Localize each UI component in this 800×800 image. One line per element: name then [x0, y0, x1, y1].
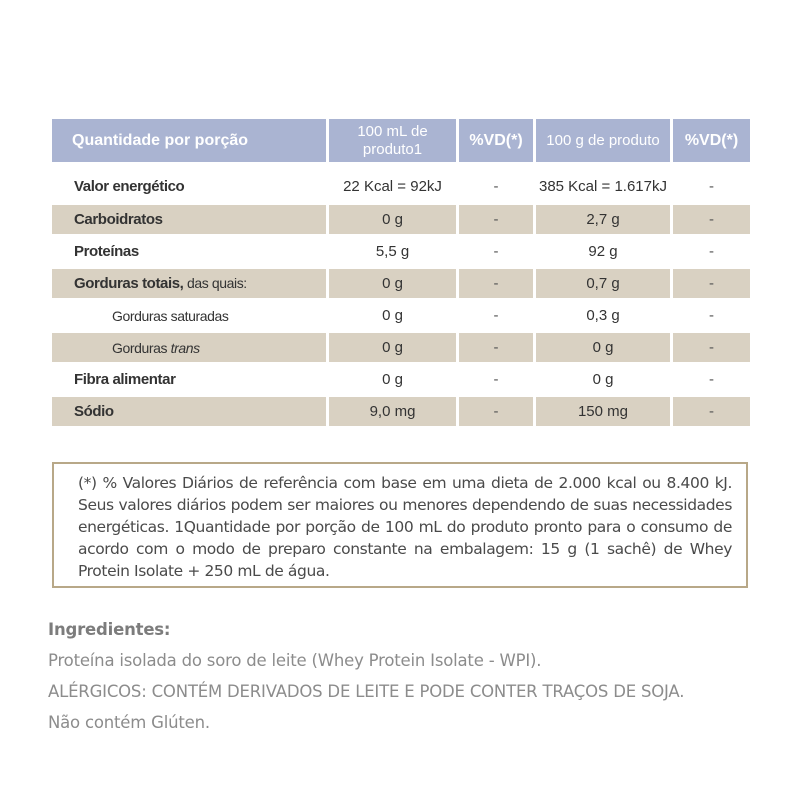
row-label-fiber: Fibra alimentar	[52, 365, 329, 397]
nutrition-facts-table	[52, 119, 750, 429]
table-row	[52, 237, 750, 269]
cell-vd-1: -	[459, 165, 536, 205]
cell-100g: 0,7 g	[536, 269, 673, 301]
row-label-total-fat-main: Gorduras totais,	[74, 275, 184, 292]
cell-100ml: 22 Kcal = 92kJ	[329, 165, 459, 205]
cell-100ml: 5,5 g	[329, 237, 459, 269]
table-row	[52, 165, 750, 205]
ingredients-section	[48, 620, 778, 744]
row-label-energy: Valor energético	[52, 165, 329, 205]
table-header-row	[52, 119, 750, 165]
cell-vd-1: -	[459, 397, 536, 429]
row-label-sodium: Sódio	[52, 397, 329, 429]
table-row	[52, 333, 750, 365]
gluten-line: Não contém Glúten.	[48, 713, 210, 732]
cell-100g: 385 Kcal = 1.617kJ	[536, 165, 673, 205]
cell-100g: 92 g	[536, 237, 673, 269]
cell-vd-2: -	[673, 165, 750, 205]
row-label-trans-fat	[52, 333, 329, 365]
cell-vd-2: -	[673, 365, 750, 397]
cell-100ml: 0 g	[329, 269, 459, 301]
cell-100g: 0 g	[536, 333, 673, 365]
cell-100g: 0 g	[536, 365, 673, 397]
cell-100ml: 0 g	[329, 205, 459, 237]
cell-100ml: 0 g	[329, 365, 459, 397]
cell-vd-1: -	[459, 365, 536, 397]
cell-100g: 2,7 g	[536, 205, 673, 237]
cell-vd-1: -	[459, 237, 536, 269]
footnote-text: (*) % Valores Diários de referência com base em uma dieta de 2.000 kcal ou 8.400 kJ. Seus valores diários podem ser maiores ou menores dependendo de suas necessidades energéticas. 1Quantidade por porção de 100 mL do produto pronto para o consumo de acordo com o modo de preparo constante na embalagem: 15 g (1 sachê) de Whey Protein Isolate + 250 mL de água.	[78, 474, 732, 580]
cell-vd-2: -	[673, 301, 750, 333]
cell-100ml: 9,0 mg	[329, 397, 459, 429]
cell-100g: 150 mg	[536, 397, 673, 429]
cell-vd-2: -	[673, 205, 750, 237]
row-label-trans-fat-suffix: trans	[170, 339, 200, 356]
table-row	[52, 301, 750, 333]
table-row	[52, 397, 750, 429]
cell-100ml: 0 g	[329, 333, 459, 365]
cell-vd-1: -	[459, 333, 536, 365]
row-label-saturated-fat: Gorduras saturadas	[52, 301, 329, 333]
header-serving-label: Quantidade por porção	[52, 119, 329, 165]
table-row	[52, 365, 750, 397]
header-per-100g: 100 g de produto	[536, 119, 673, 165]
cell-vd-2: -	[673, 333, 750, 365]
header-per-100ml: 100 mL de produto1	[329, 119, 459, 165]
allergens-line: ALÉRGICOS: CONTÉM DERIVADOS DE LEITE E PODE CONTER TRAÇOS DE SOJA.	[48, 682, 685, 701]
cell-100g: 0,3 g	[536, 301, 673, 333]
cell-vd-1: -	[459, 269, 536, 301]
table-row	[52, 205, 750, 237]
table-row	[52, 269, 750, 301]
ingredients-title: Ingredientes:	[48, 620, 171, 639]
row-label-trans-fat-main: Gorduras	[112, 339, 171, 356]
cell-vd-1: -	[459, 205, 536, 237]
cell-vd-1: -	[459, 301, 536, 333]
cell-vd-2: -	[673, 397, 750, 429]
ingredients-line: Proteína isolada do soro de leite (Whey Protein Isolate - WPI).	[48, 651, 542, 670]
row-label-protein: Proteínas	[52, 237, 329, 269]
row-label-total-fat	[52, 269, 329, 301]
header-vd-2: %VD(*)	[673, 119, 750, 165]
cell-vd-2: -	[673, 237, 750, 269]
row-label-carbs: Carboidratos	[52, 205, 329, 237]
footnote-box	[52, 462, 748, 588]
cell-vd-2: -	[673, 269, 750, 301]
header-vd-1: %VD(*)	[459, 119, 536, 165]
cell-100ml: 0 g	[329, 301, 459, 333]
row-label-total-fat-suffix: das quais:	[183, 275, 247, 291]
